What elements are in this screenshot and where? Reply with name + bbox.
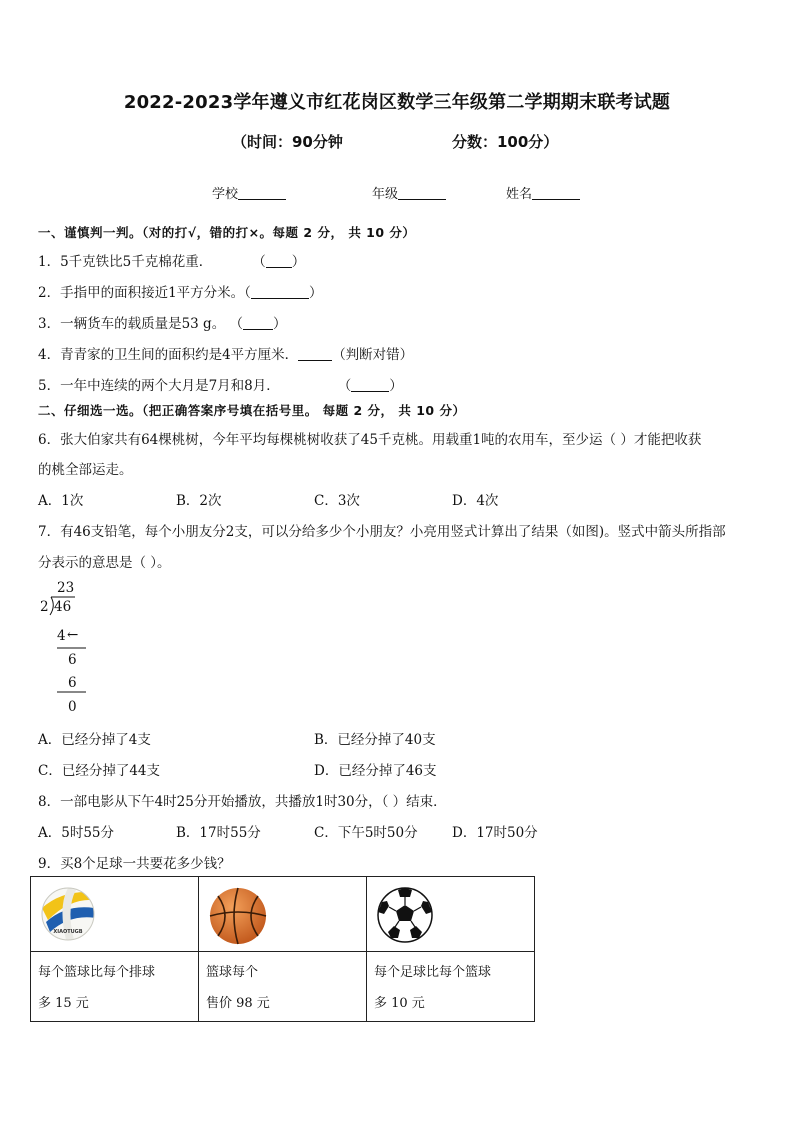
q8-option-c: C．下午5时50分 xyxy=(314,825,418,841)
q6-option-d: D．4次 xyxy=(452,493,499,509)
answer-blank-4 xyxy=(298,346,332,361)
q8-option-b: B．17时55分 xyxy=(176,825,261,841)
division-step2: 6 xyxy=(68,675,77,691)
question-2: 2．手指甲的面积接近1平方分米。（ ） xyxy=(38,285,323,301)
answer-blank-3 xyxy=(243,315,273,330)
exam-time: （时间：90分钟 xyxy=(232,133,343,151)
grade-blank xyxy=(398,186,446,200)
grade-field xyxy=(372,183,446,202)
answer-blank-1 xyxy=(266,253,292,268)
q6-option-b: B．2次 xyxy=(176,493,222,509)
section1-heading: 一、谨慎判一判。（对的打√，错的打×。每题 2 分， 共 10 分） xyxy=(38,225,416,240)
volleyball-icon xyxy=(40,886,96,942)
long-division xyxy=(38,578,118,718)
name-blank xyxy=(532,186,580,200)
football-cell xyxy=(367,877,535,952)
basketball-cell xyxy=(199,877,367,952)
q6-option-c: C．3次 xyxy=(314,493,360,509)
question-6-line1: 6．张大伯家共有64棵桃树，今年平均每棵桃树收获了45千克桃。用载重1吨的农用车，至少运（ ）才能把收获 xyxy=(38,432,702,448)
question-1: 1．5千克铁比5千克棉花重． （ ） xyxy=(38,254,306,270)
q7-option-b: B．已经分掉了40支 xyxy=(314,732,436,748)
question-3: 3．一辆货车的载质量是53 g。 （ ） xyxy=(38,316,287,332)
volleyball-info: 每个篮球比每个排球 多 15 元 xyxy=(31,952,199,1022)
answer-blank-5 xyxy=(351,377,389,392)
q7-option-d: D．已经分掉了46支 xyxy=(314,763,437,779)
balls-table xyxy=(30,876,535,1022)
question-6-line2: 的桃全部运走。 xyxy=(38,462,133,478)
section2-heading: 二、仔细选一选。（把正确答案序号填在括号里。 每题 2 分， 共 10 分） xyxy=(38,403,466,418)
school-label: 学校 xyxy=(212,187,239,202)
volleyball-cell xyxy=(31,877,199,952)
question-5: 5．一年中连续的两个大月是7月和8月． （ ） xyxy=(38,378,403,394)
q8-option-a: A．5时55分 xyxy=(38,825,115,841)
division-dividend: 46 xyxy=(54,599,72,615)
q8-option-d: D．17时50分 xyxy=(452,825,538,841)
question-9: 9．买8个足球一共要花多少钱？ xyxy=(38,856,231,872)
arrow-left-icon: ← xyxy=(67,627,79,643)
name-label: 姓名 xyxy=(506,187,533,202)
q6-option-a: A．1次 xyxy=(38,493,84,509)
volleyball-brand: XIAOTUGB xyxy=(53,929,83,935)
school-blank xyxy=(238,186,286,200)
question-8: 8．一部电影从下午4时25分开始播放，共播放1时30分，（ ）结束． xyxy=(38,794,447,810)
question-7-line1: 7．有46支铅笔，每个小朋友分2支，可以分给多少个小朋友？小亮用竖式计算出了结果（如图)。竖式中箭头所指部 xyxy=(38,524,726,540)
division-quotient: 23 xyxy=(57,580,75,596)
basketball-icon xyxy=(208,886,268,946)
basketball-info: 篮球每个 售价 98 元 xyxy=(199,952,367,1022)
school-field xyxy=(212,183,286,202)
division-remainder2: 0 xyxy=(68,699,77,715)
grade-label: 年级 xyxy=(372,187,399,202)
division-lines xyxy=(38,578,118,718)
question-7-line2: 分表示的意思是（ ）。 xyxy=(38,555,171,571)
division-divisor: 2 xyxy=(40,599,49,615)
division-step1: 4 xyxy=(57,628,66,644)
exam-score: 分数：100分） xyxy=(452,133,559,151)
football-info: 每个足球比每个篮球 多 10 元 xyxy=(367,952,535,1022)
q7-option-c: C．已经分掉了44支 xyxy=(38,763,161,779)
page-title: 2022-2023学年遵义市红花岗区数学三年级第二学期期末联考试题 xyxy=(123,92,671,113)
q7-option-a: A．已经分掉了4支 xyxy=(38,732,151,748)
answer-blank-2 xyxy=(251,284,309,299)
name-field xyxy=(506,183,580,202)
football-icon xyxy=(376,886,434,944)
question-4: 4．青青家的卫生间的面积约是4平方厘米． （判断对错） xyxy=(38,347,414,363)
division-remainder1: 6 xyxy=(68,652,77,668)
